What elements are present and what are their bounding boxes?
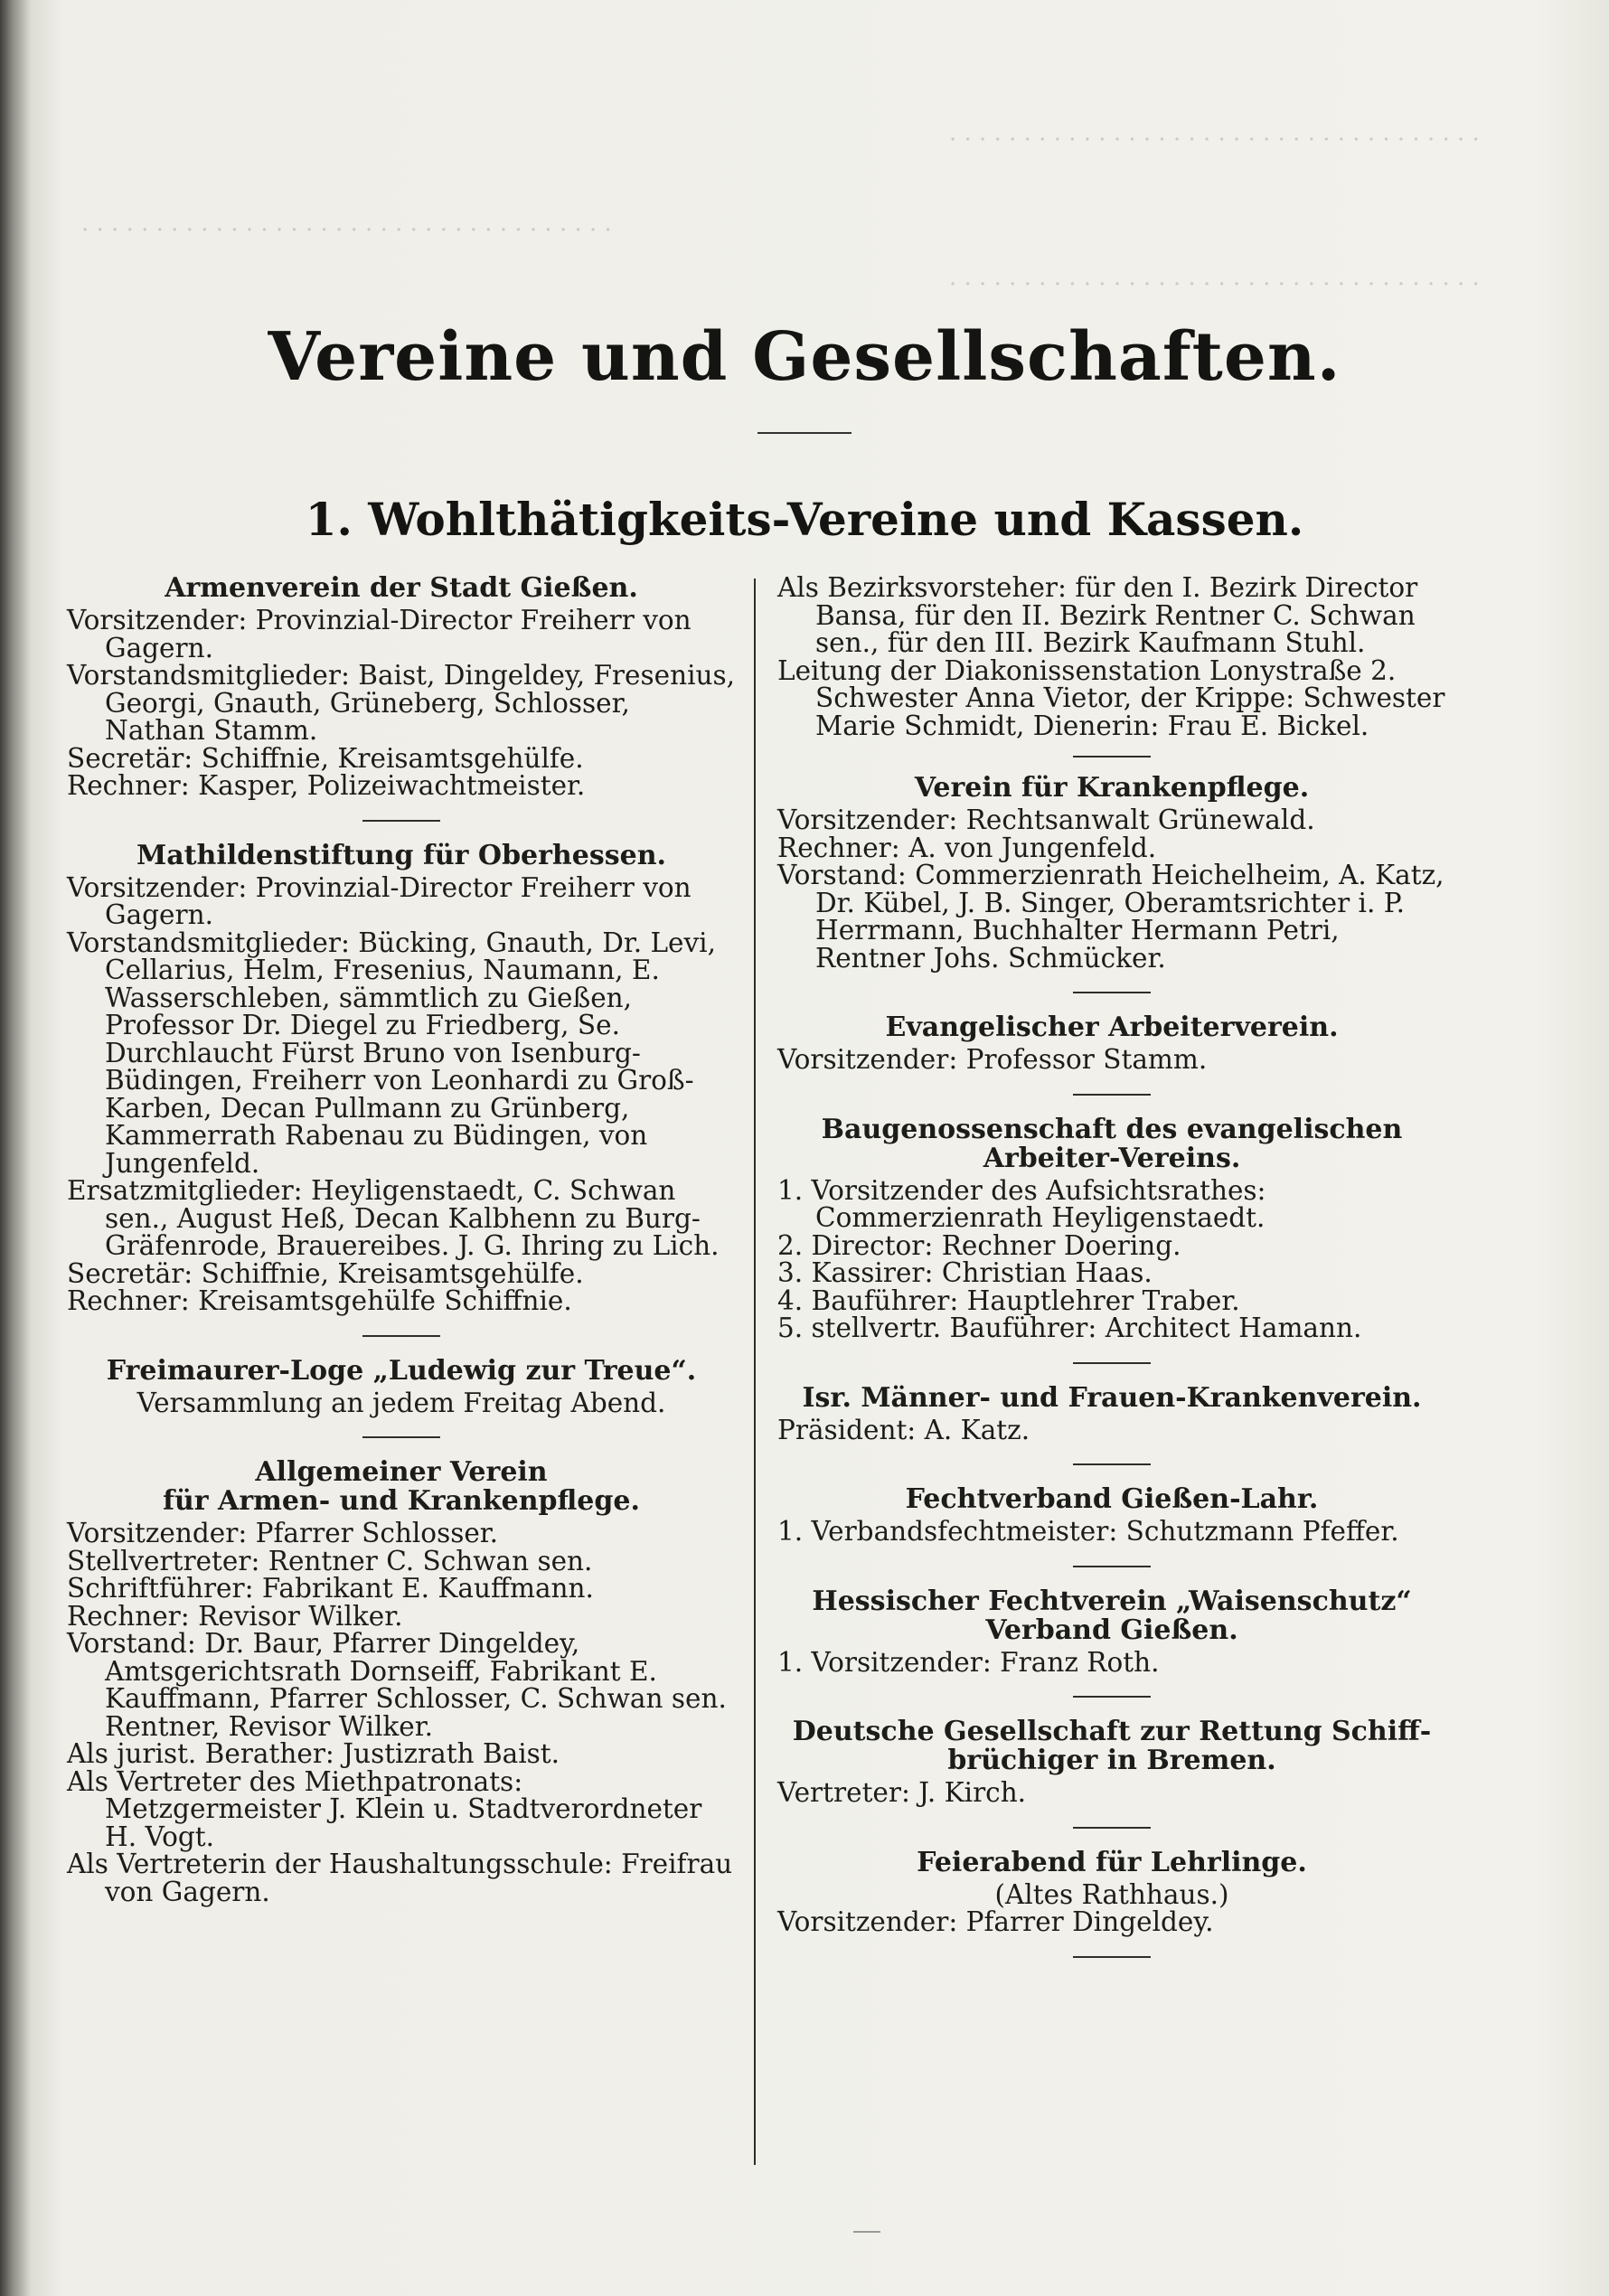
entry-line: Vorstandsmitglieder: Bücking, Gnauth, Dr. Levi, Cellarius, Helm, Fresenius, Naumann, E. Wasserschleben, sämmtlich zu Gießen, Professor Dr. Diegel zu Friedberg, Se. Durchlaucht Fürst Bruno von Isenburg-Büdingen, Freiherr von Leonhardi zu Groß-Karben, Decan Pullmann zu Grünberg, Kammerrath Rabenau zu Büdingen, von Jungenfeld. <box>67 927 716 1179</box>
numbered-item: 5. stellvertr. Bauführer: Architect Hamann. <box>777 1313 1362 1343</box>
entry-line: Vorstand: Dr. Baur, Pfarrer Dingeldey, Amtsgerichtsrath Dornseiff, Fabrikant E. Kauffmann, Pfarrer Schlosser, C. Schwan sen. Rentner, Revisor Wilker. <box>67 1628 727 1742</box>
entry-line: Als Bezirksvorsteher: für den I. Bezirk Director Bansa, für den II. Bezirk Rentner C. Schwan sen., für den III. Bezirk Kaufmann Stuhl. <box>777 572 1418 658</box>
society-heading <box>67 1354 736 1387</box>
entry-line: Leitung der Diakonissenstation Lonystraße 2. Schwester Anna Vietor, der Krippe: Schwester Marie Schmidt, Dienerin: Frau E. Bickel. <box>777 654 1445 741</box>
society-entry <box>777 1485 1446 1546</box>
entry-line: Vorsitzender: Pfarrer Schlosser. <box>67 1518 499 1548</box>
entry-line: Vorsitzender: Provinzial-Director Freiherr von Gagern. <box>67 605 692 663</box>
society-entry <box>777 1115 1446 1342</box>
society-heading <box>777 1485 1446 1514</box>
society-entry <box>67 1458 736 1905</box>
entry-line: Als jurist. Berather: Justizrath Baist. <box>67 1738 560 1769</box>
society-entry <box>67 1354 736 1418</box>
entry-line: Rechner: Kreisamtsgehülfe Schiffnie. <box>67 1285 572 1316</box>
right-column <box>777 574 1446 1978</box>
society-entry <box>777 774 1446 972</box>
society-heading-line: Hessischer Fechtverein „Waisenschutz“ <box>812 1585 1412 1617</box>
society-entry <box>777 1846 1446 1937</box>
society-heading-line: Allgemeiner Verein <box>255 1456 548 1488</box>
entry-line: Vorstand: Commerzienrath Heichelheim, A. Katz, Dr. Kübel, J. B. Singer, Oberamtsrichter i. P. Herrmann, Buchhalter Hermann Petri, Rentner Johs. Schmücker. <box>777 860 1444 974</box>
separator-rule <box>1073 1362 1151 1364</box>
entry-note: (Altes Rathhaus.) <box>994 1878 1229 1910</box>
society-heading <box>777 1381 1446 1414</box>
separator-rule <box>1073 992 1151 993</box>
society-heading-line: für Armen- und Krankenpflege. <box>163 1485 640 1517</box>
separator-rule <box>362 1335 440 1337</box>
separator-rule <box>1073 1827 1151 1829</box>
entry-line: Secretär: Schiffnie, Kreisamtsgehülfe. <box>67 1257 584 1289</box>
column-divider <box>754 579 756 2165</box>
bleed-through-text: · · · · · · · · · · · · · · · · · · · · · · · · · · · · · · · · · · · · <box>81 217 612 244</box>
society-entry <box>67 574 736 800</box>
entry-note: Versammlung an jedem Freitag Abend. <box>136 1387 666 1418</box>
society-heading <box>777 1717 1446 1775</box>
left-column <box>67 574 736 1905</box>
section-title: 1. Wohlthätigkeits-Vereine und Kassen. <box>305 493 1304 546</box>
entry-line: Vorsitzender: Pfarrer Dingeldey. <box>777 1906 1214 1937</box>
society-heading-line: Deutsche Gesellschaft zur Rettung Schiff- <box>792 1716 1432 1747</box>
entry-line: Vorstandsmitglieder: Baist, Dingeldey, Fresenius, Georgi, Gnauth, Grüneberg, Schlosser, Nathan Stamm. <box>67 660 736 746</box>
society-heading <box>777 774 1446 803</box>
separator-rule <box>1073 1956 1151 1958</box>
entry-line: Ersatzmitglieder: Heyligenstaedt, C. Schwan sen., August Heß, Decan Kalbhenn zu Burg-Gräfenrode, Brauereibes. J. G. Ihring zu Lich. <box>67 1175 720 1261</box>
entry-line: Als Vertreterin der Haushaltungsschule: Freifrau von Gagern. <box>67 1849 733 1907</box>
page-title: Vereine und Gesellschaften. <box>268 318 1341 396</box>
numbered-item: 1. Verbandsfechtmeister: Schutzmann Pfeffer. <box>777 1516 1399 1547</box>
separator-rule <box>1073 1566 1151 1567</box>
society-entry <box>67 839 736 1316</box>
society-entry <box>777 1717 1446 1807</box>
numbered-item: 4. Bauführer: Hauptlehrer Traber. <box>777 1284 1240 1316</box>
society-heading-line: brüchiger in Bremen. <box>947 1745 1276 1776</box>
society-entry <box>777 1013 1446 1074</box>
separator-rule <box>362 1436 440 1438</box>
entry-line: Vorsitzender: Rechtsanwalt Grünewald. <box>777 805 1315 835</box>
bleed-through-text: · · · · · · · · · · · · · · · · · · · · · · · · · · · · · · · · · · · · <box>949 127 1480 154</box>
society-entry <box>777 1381 1446 1445</box>
society-heading-line: Fechtverband Gießen-Lahr. <box>905 1483 1319 1515</box>
entry-line: Präsident: A. Katz. <box>777 1414 1030 1445</box>
entry-line: Vorsitzender: Provinzial-Director Freiherr von Gagern. <box>67 871 692 930</box>
society-heading-line: Baugenossenschaft des evangelischen <box>821 1113 1403 1145</box>
entry-line: Vertreter: J. Kirch. <box>777 1777 1027 1808</box>
society-heading-line: Freimaurer-Loge „Ludewig zur Treue“. <box>106 1354 697 1387</box>
society-heading <box>67 839 736 871</box>
society-entry <box>777 1587 1446 1677</box>
bleed-through-text: · · · · · · · · · · · · · · · · · · · · · · · · · · · · · · · · · · · · <box>949 271 1480 298</box>
society-heading-line: Armenverein der Stadt Gießen. <box>165 572 638 604</box>
society-heading-line: Mathildenstiftung für Oberhessen. <box>136 839 666 871</box>
society-heading <box>777 1846 1446 1878</box>
society-heading-line: Arbeiter-Vereins. <box>983 1142 1241 1174</box>
numbered-item: 3. Kassirer: Christian Haas. <box>777 1257 1153 1288</box>
society-heading-line: Verein für Krankenpflege. <box>914 772 1310 804</box>
entry-line: Rechner: Revisor Wilker. <box>67 1600 403 1632</box>
separator-rule <box>1073 756 1151 757</box>
society-heading <box>67 1458 736 1516</box>
entry-line: Schriftführer: Fabrikant E. Kauffmann. <box>67 1573 594 1604</box>
society-heading <box>67 574 736 603</box>
entry-line: Secretär: Schiffnie, Kreisamtsgehülfe. <box>67 742 584 774</box>
numbered-item: 1. Vorsitzender des Aufsichtsrathes: Commerzienrath Heyligenstaedt. <box>777 1174 1266 1233</box>
entry-line: Stellvertreter: Rentner C. Schwan sen. <box>67 1545 593 1576</box>
numbered-item: 2. Director: Rechner Doering. <box>777 1229 1181 1261</box>
numbered-item: 1. Vorsitzender: Franz Roth. <box>777 1646 1160 1678</box>
society-heading-line: Verband Gießen. <box>985 1614 1238 1646</box>
title-rule <box>757 432 852 434</box>
society-heading-line: Evangelischer Arbeiterverein. <box>885 1012 1339 1043</box>
page-mark <box>853 2231 880 2233</box>
separator-rule <box>1073 1696 1151 1698</box>
society-heading <box>777 1013 1446 1042</box>
society-heading <box>777 1115 1446 1173</box>
society-heading <box>777 1587 1446 1645</box>
entry-line: Als Vertreter des Miethpatronats: Metzgermeister J. Klein u. Stadtverordneter H. Vogt. <box>67 1765 702 1852</box>
entry-line: Rechner: A. von Jungenfeld. <box>777 832 1157 863</box>
separator-rule <box>1073 1094 1151 1096</box>
entry-line: Rechner: Kasper, Polizeiwachtmeister. <box>67 770 586 801</box>
society-heading-line: Isr. Männer- und Frauen-Krankenverein. <box>802 1381 1422 1414</box>
entry-line: Vorsitzender: Professor Stamm. <box>777 1044 1208 1075</box>
society-heading-line: Feierabend für Lehrlinge. <box>917 1846 1307 1878</box>
separator-rule <box>1073 1463 1151 1465</box>
separator-rule <box>362 820 440 822</box>
society-entry <box>777 574 1446 739</box>
